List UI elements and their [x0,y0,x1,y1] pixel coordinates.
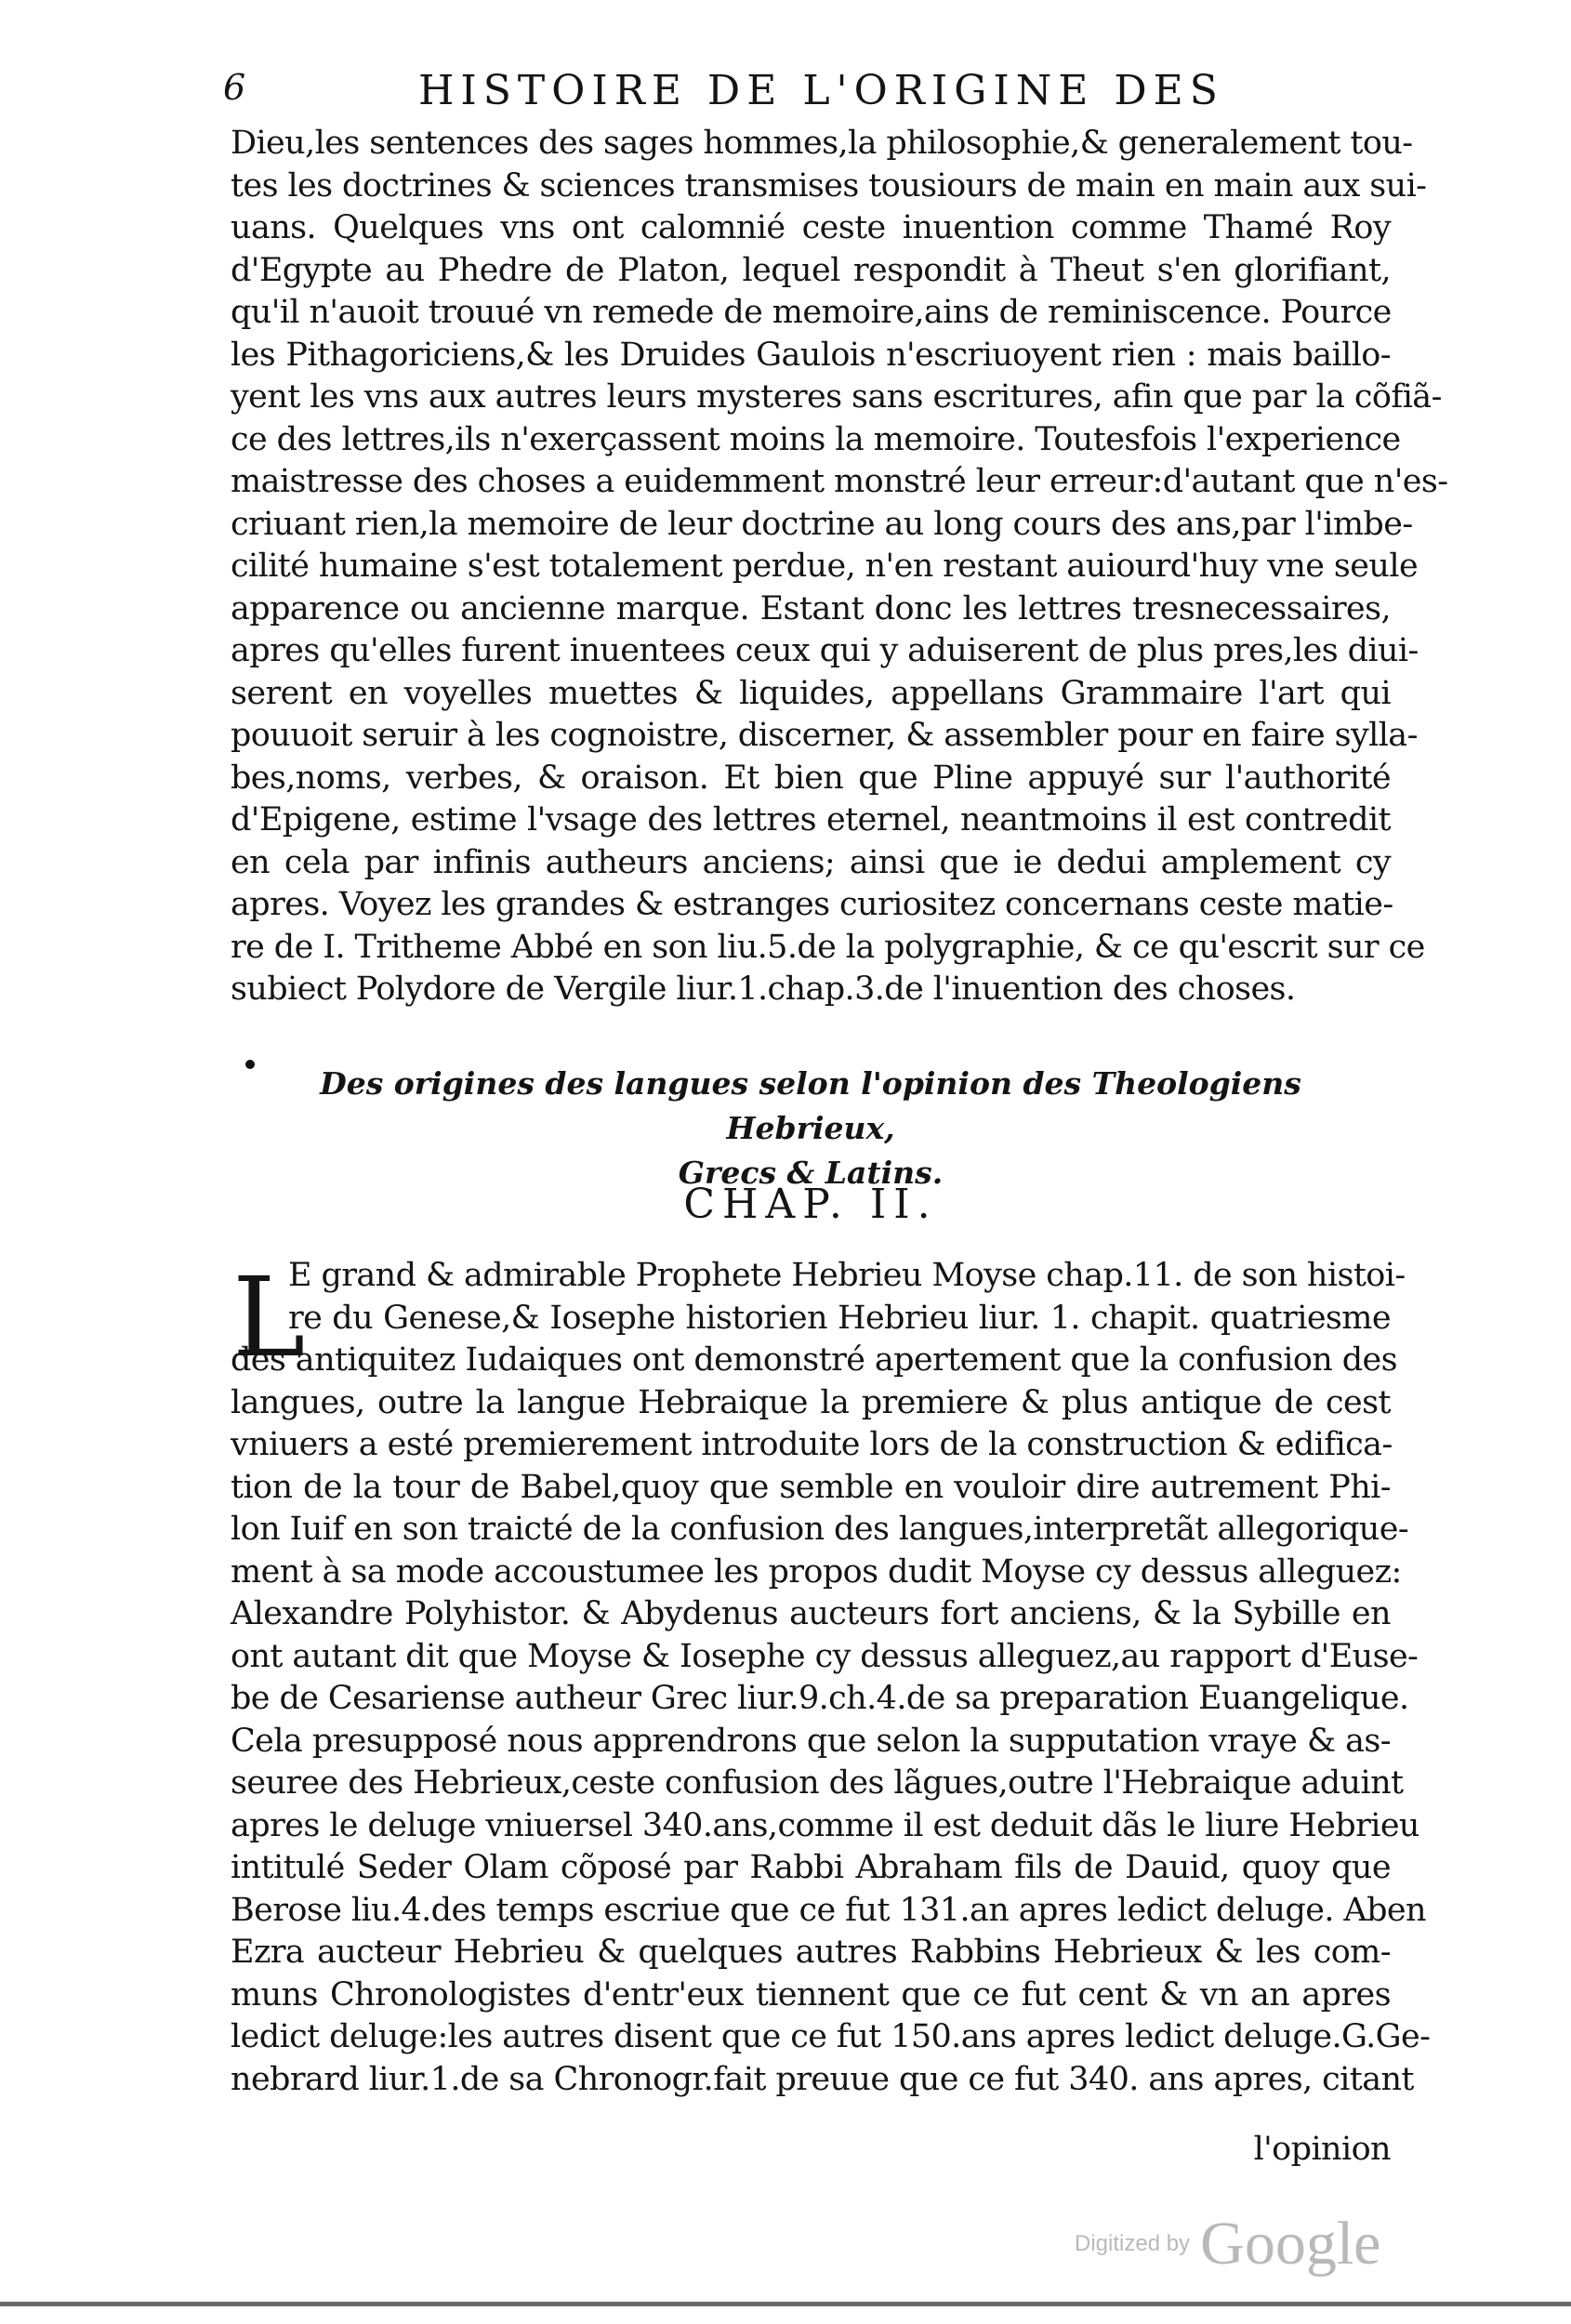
page-number: 6 [223,67,246,108]
section-heading-line-1: Des origines des langues selon l'opinion des Theologiens Hebrieux, [320,1065,1301,1146]
text-line: E grand & admirable Prophete Hebrieu Moyse chap.11. de son histoi- [288,1257,1406,1294]
text-line: Berose liu.4.des temps escriue que ce fut 131.an apres ledict deluge. Aben [231,1891,1426,1929]
text-line: en cela par infinis autheurs anciens; ainsi que ie dedui amplement cy [231,843,1391,881]
text-line: apres le deluge vniuersel 340.ans,comme il est deduit dãs le liure Hebrieu [231,1806,1419,1844]
scan-edge [0,2287,1571,2324]
text-line: bes,noms, verbes, & oraison. Et bien que Pline appuyé sur l'authorité [231,759,1391,797]
text-line: les Pithagoriciens,& les Druides Gaulois n'escriuoyent rien : mais baillo- [231,336,1391,374]
text-line: be de Cesariense autheur Grec liur.9.ch.4.de sa preparation Euangelique. [231,1680,1409,1717]
text-line: tion de la tour de Babel,quoy que semble en vouloir dire autrement Phi- [231,1468,1391,1506]
text-line: d'Egypte au Phedre de Platon, lequel respondit à Theut s'en glorifiant, [231,251,1391,289]
catchword-row [231,2129,1391,2172]
text-line: re de I. Tritheme Abbé en son liu.5.de la polygraphie, & ce qu'escrit sur ce [231,928,1425,966]
text-line: subiect Polydore de Vergile liur.1.chap.3.de l'inuention des choses. [231,971,1296,1008]
text-line: Alexandre Polyhistor. & Abydenus aucteurs fort anciens, & la Sybille en [231,1595,1391,1632]
google-logo: Google [1200,2210,1381,2278]
section-heading-line-2: Grecs & Latins. [678,1155,944,1191]
text-line: Cela presupposé nous apprendrons que selon la supputation vraye & as- [231,1722,1391,1760]
text-line: seuree des Hebrieux,ceste confusion des lãgues,outre l'Hebraique aduint [231,1764,1404,1802]
watermark-prefix: Digitized by [1075,2231,1191,2256]
text-line: qu'il n'auoit trouué vn remede de memoire,ains de reminiscence. Pource [231,294,1392,331]
text-line: muns Chronologistes d'entr'eux tiennent que ce fut cent & vn an apres [231,1975,1391,2014]
ink-speck [245,1060,255,1069]
text-line: des antiquitez Iudaiques ont demonstré apertement que la confusion des [231,1341,1398,1379]
text-line: apparence ou ancienne marque. Estant donc les lettres tresnecessaires, [231,589,1391,627]
text-line: re du Genese,& Iosephe historien Hebrieu liur. 1. chapit. quatriesme [288,1299,1391,1337]
text-line: cilité humaine s'est totalement perdue, n'en restant auiourd'huy vne seule [231,548,1419,585]
running-title: HISTOIRE DE L'ORIGINE DES [418,67,1224,114]
drop-cap: L [232,1253,306,1381]
text-line: yent les vns aux autres leurs mysteres sans escritures, afin que par la cõfiã- [231,378,1442,416]
text-line: pouuoit seruir à les cognoistre, discerner, & assembler pour en faire sylla- [231,717,1418,754]
text-line: tes les doctrines & sciences transmises tousiours de main en main aux sui- [231,166,1427,205]
digitized-watermark [1075,2209,1380,2279]
text-line: nebrard liur.1.de sa Chronogr.fait preuue que ce fut 340. ans apres, citant [231,2060,1414,2098]
text-line: intitulé Seder Olam cõposé par Rabbi Abraham fils de Dauid, quoy que [231,1849,1391,1886]
text-line: lon Iuif en son traicté de la confusion des langues,interpretãt allegorique- [231,1511,1409,1548]
text-line: uans. Quelques vns ont calomnié ceste inuention comme Thamé Roy [231,209,1391,246]
text-line: d'Epigene, estime l'vsage des lettres eternel, neantmoins il est contredit [231,801,1391,838]
text-line: apres qu'elles furent inuentees ceux qui y aduiserent de plus pres,les diui- [231,632,1419,669]
body-text-2 [231,1255,1431,2101]
text-line: ont autant dit que Moyse & Iosephe cy dessus alleguez,au rapport d'Euse- [231,1637,1419,1675]
body-text-1 [231,123,1448,1011]
text-line: apres. Voyez les grandes & estranges curiositez concernans ceste matie- [231,886,1393,923]
page-header [223,67,1404,123]
text-line: criuant rien,la memoire de leur doctrine au long cours des ans,par l'imbe- [231,505,1413,543]
text-line: vniuers a esté premierement introduite lors de la construction & edifica- [231,1426,1393,1463]
text-line: langues, outre la langue Hebraique la premiere & plus antique de cest [231,1383,1391,1421]
text-line: ledict deluge:les autres disent que ce fut 150.ans apres ledict deluge.G.Ge- [231,2018,1431,2055]
text-line: Dieu,les sentences des sages hommes,la philosophie,& generalement tou- [231,125,1413,162]
catchword: l'opinion [1253,2131,1391,2168]
text-line: ce des lettres,ils n'exerçassent moins la memoire. Toutesfois l'experience [231,420,1401,458]
text-line: ment à sa mode accoustumee les propos dudit Moyse cy dessus alleguez: [231,1552,1402,1591]
section-heading [231,1062,1391,1195]
chapter-title: CHAP. II. [683,1181,938,1228]
text-line: serent en voyelles muettes & liquides, appellans Grammaire l'art qui [231,674,1391,712]
text-line: Ezra aucteur Hebrieu & quelques autres Rabbins Hebrieux & les com- [231,1934,1391,1971]
text-line: maistresse des choses a euidemment monstré leur erreur:d'autant que n'es- [231,463,1448,500]
